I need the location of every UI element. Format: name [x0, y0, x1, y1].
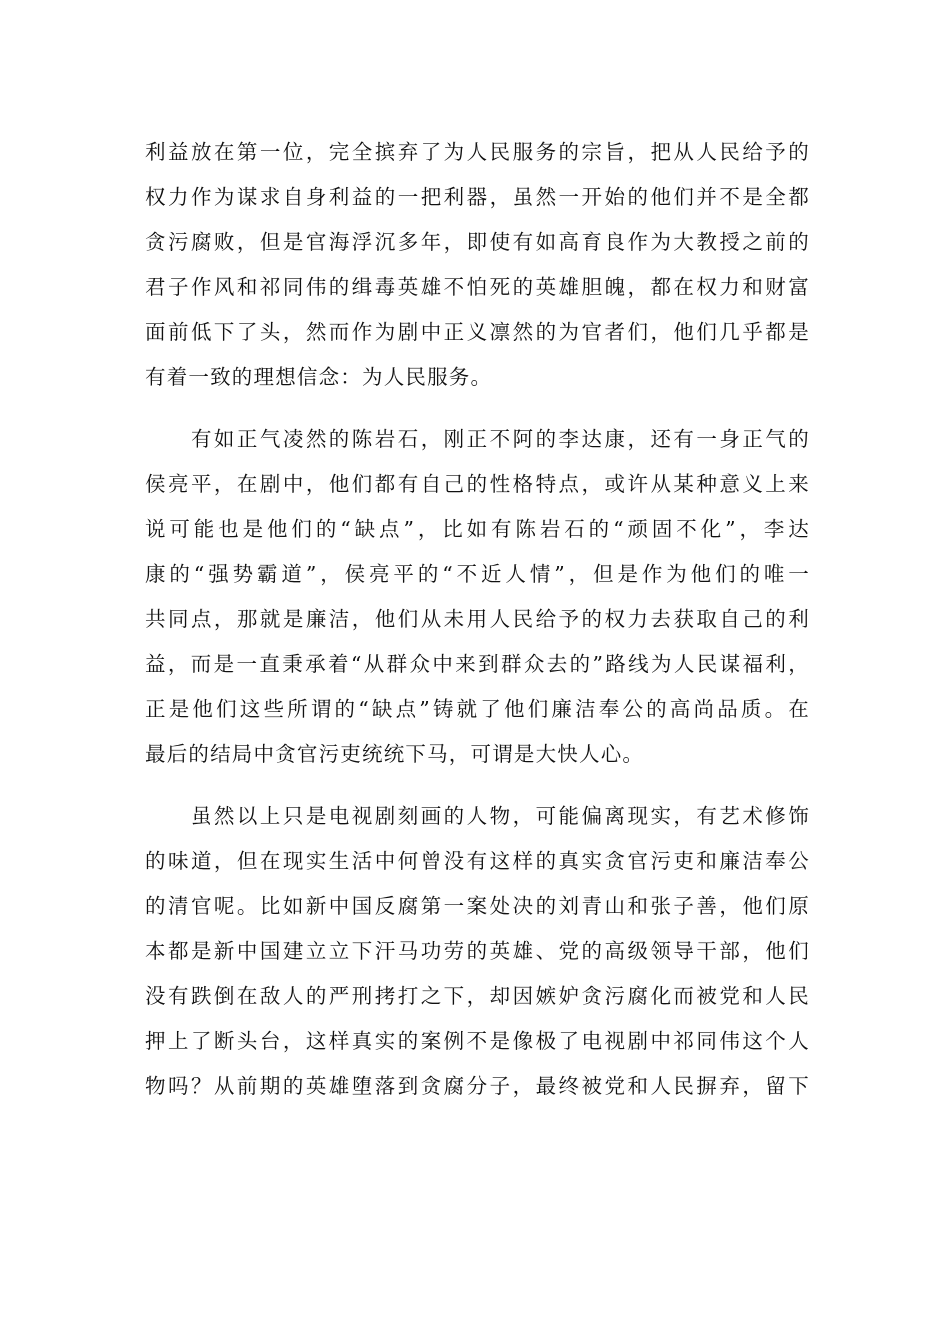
paragraph-3 [145, 794, 810, 1109]
paragraph-2 [145, 417, 810, 777]
text-line: 共同点，那就是廉洁，他们从未用人民给予的权力去获取自己的利 [145, 607, 810, 631]
text-line: 康的“强势霸道”，侯亮平的“不近人情”，但是作为他们的唯一 [145, 562, 810, 586]
text-line: 正是他们这些所谓的“缺点”铸就了他们廉洁奉公的高尚品质。在 [145, 697, 810, 721]
document-body [145, 130, 810, 1109]
text-line: 益，而是一直秉承着“从群众中来到群众去的”路线为人民谋福利， [145, 652, 810, 676]
text-line: 权力作为谋求自身利益的一把利器，虽然一开始的他们并不是全都 [145, 185, 810, 209]
text-line: 君子作风和祁同伟的缉毒英雄不怕死的英雄胆魄，都在权力和财富 [145, 275, 810, 299]
text-line: 押上了断头台，这样真实的案例不是像极了电视剧中祁同伟这个人 [145, 1029, 810, 1053]
text-line: 物吗？从前期的英雄堕落到贪腐分子，最终被党和人民摒弃，留下 [145, 1074, 810, 1098]
text-line: 的清官呢。比如新中国反腐第一案处决的刘青山和张子善，他们原 [145, 894, 810, 918]
text-line: 的味道，但在现实生活中何曾没有这样的真实贪官污吏和廉洁奉公 [145, 849, 810, 873]
text-line: 利益放在第一位，完全摈弃了为人民服务的宗旨，把从人民给予的 [145, 140, 810, 164]
text-line: 本都是新中国建立立下汗马功劳的英雄、党的高级领导干部，他们 [145, 939, 810, 963]
text-line: 侯亮平，在剧中，他们都有自己的性格特点，或许从某种意义上来 [145, 472, 810, 496]
text-line: 虽然以上只是电视剧刻画的人物，可能偏离现实，有艺术修饰 [145, 804, 810, 828]
text-line: 说可能也是他们的“缺点”，比如有陈岩石的“顽固不化”，李达 [145, 517, 810, 541]
text-line: 有着一致的理想信念：为人民服务。 [145, 365, 493, 389]
text-line: 面前低下了头，然而作为剧中正义凛然的为官者们，他们几乎都是 [145, 320, 810, 344]
paragraph-1 [145, 130, 810, 400]
text-line: 有如正气凌然的陈岩石，刚正不阿的李达康，还有一身正气的 [145, 427, 810, 451]
text-line: 贪污腐败，但是官海浮沉多年，即使有如高育良作为大教授之前的 [145, 230, 810, 254]
text-line: 没有跌倒在敌人的严刑拷打之下，却因嫉妒贪污腐化而被党和人民 [145, 984, 810, 1008]
text-line: 最后的结局中贪官污吏统统下马，可谓是大快人心。 [145, 742, 645, 766]
